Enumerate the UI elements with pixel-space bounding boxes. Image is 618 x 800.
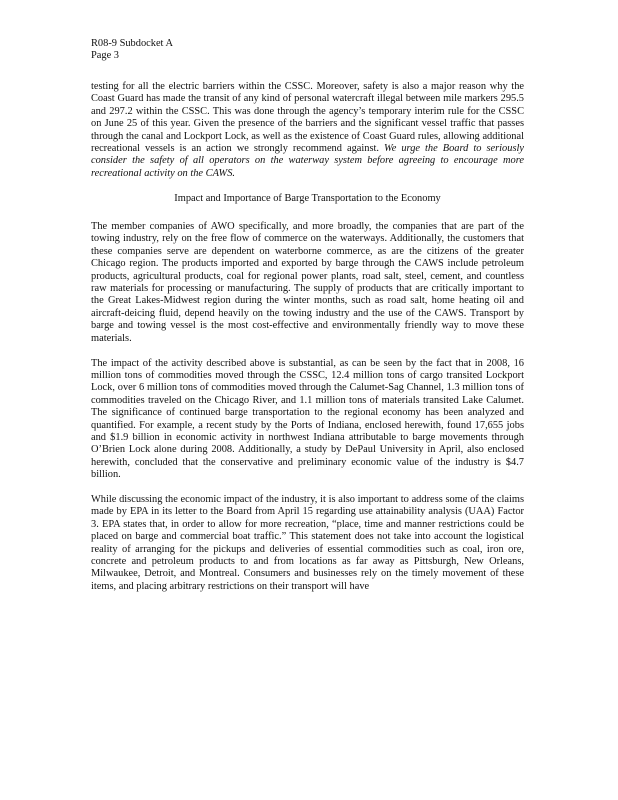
paragraph-barriers-safety [91,81,524,180]
board-urge-statement: We urge the Board to seriously consider the safety of all operators on the waterway system before agreeing to encourage more recreational activity on the CAWS. [91,143,524,179]
paragraph-barriers-safety-text: testing for all the electric barriers within the CSSC. Moreover, safety is also a major reason why the Coast Guard has made the transit of any kind of personal watercraft illegal between mile markers 295.5 and 297.2 within the CSSC. This was done through the agency’s temporary interim rule for the CSSC on June 25 of this year. Given the presence of the barriers and the significant vessel traffic that passes through the canal and Lockport Lock, as well as the existence of Coast Guard rules, allowing additional recreational vessels is an action we strongly recommend against. [91,81,524,155]
paragraph-impact: The impact of the activity described above is substantial, as can be seen by the fact that in 2008, 16 million tons of commodities moved through the CSSC, 12.4 million tons of cargo transited Lockport Lock, over 6 million tons of commodities moved through the Calumet-Sag Channel, 1.3 million tons of commodities traveled on the Chicago River, and 1.1 million tons of materials transited Lake Calumet. The significance of continued barge transportation to the regional economy has been analyzed and quantified. For example, a recent study by the Ports of Indiana, enclosed herewith, found 17,655 jobs and $1.9 billion in economic activity in northwest Indiana attributable to barge movements through O’Brien Lock alone during 2008. Additionally, a study by DePaul University in April, also enclosed herewith, concluded that the conservative and preliminary economic value of the industry is $4.7 billion. [91,357,524,481]
page-header [91,38,173,62]
document-body [91,81,524,606]
docket-number: R08-9 Subdocket A [91,38,173,49]
paragraph-epa-claims: While discussing the economic impact of the industry, it is also important to address some of the claims made by EPA in its letter to the Board from April 15 regarding use attainability analysis (UAA) Factor 3. EPA states that, in order to allow for more recreation, “place, time and manner restrictions could be placed on barge and commercial boat traffic.” This statement does not take into account the logistical reality of arranging for the pickups and deliveries of essential commodities such as coal, iron ore, concrete and petroleum products to and from locations as far away as Pittsburgh, New Orleans, Milwaukee, Detroit, and Montreal. Consumers and businesses rely on the timely movement of these items, and placing arbitrary restrictions on their transport will have [91,493,524,592]
section-heading: Impact and Importance of Barge Transportation to the Economy [174,192,441,204]
paragraph-member-companies: The member companies of AWO specifically, and more broadly, the companies that are part of the towing industry, rely on the free flow of commerce on the waterways. Additionally, the customers that these companies serve are dependent on waterborne commerce, as are the citizens of the greater Chicago region. The products imported and exported by barge through the CAWS include petroleum products, agricultural products, coal for regional power plants, road salt, steel, cement, and countless raw materials for processing or manufacturing. The supply of products that are critically important to the Great Lakes-Midwest region during the winter months, such as road salt, home heating oil and aircraft-deicing fluid, depend heavily on the towing industry and the use of the CAWS. Transport by barge and towing vessel is the most cost-effective and environmentally friendly way to move these materials. [91,221,524,344]
page-number: Page 3 [91,50,119,61]
